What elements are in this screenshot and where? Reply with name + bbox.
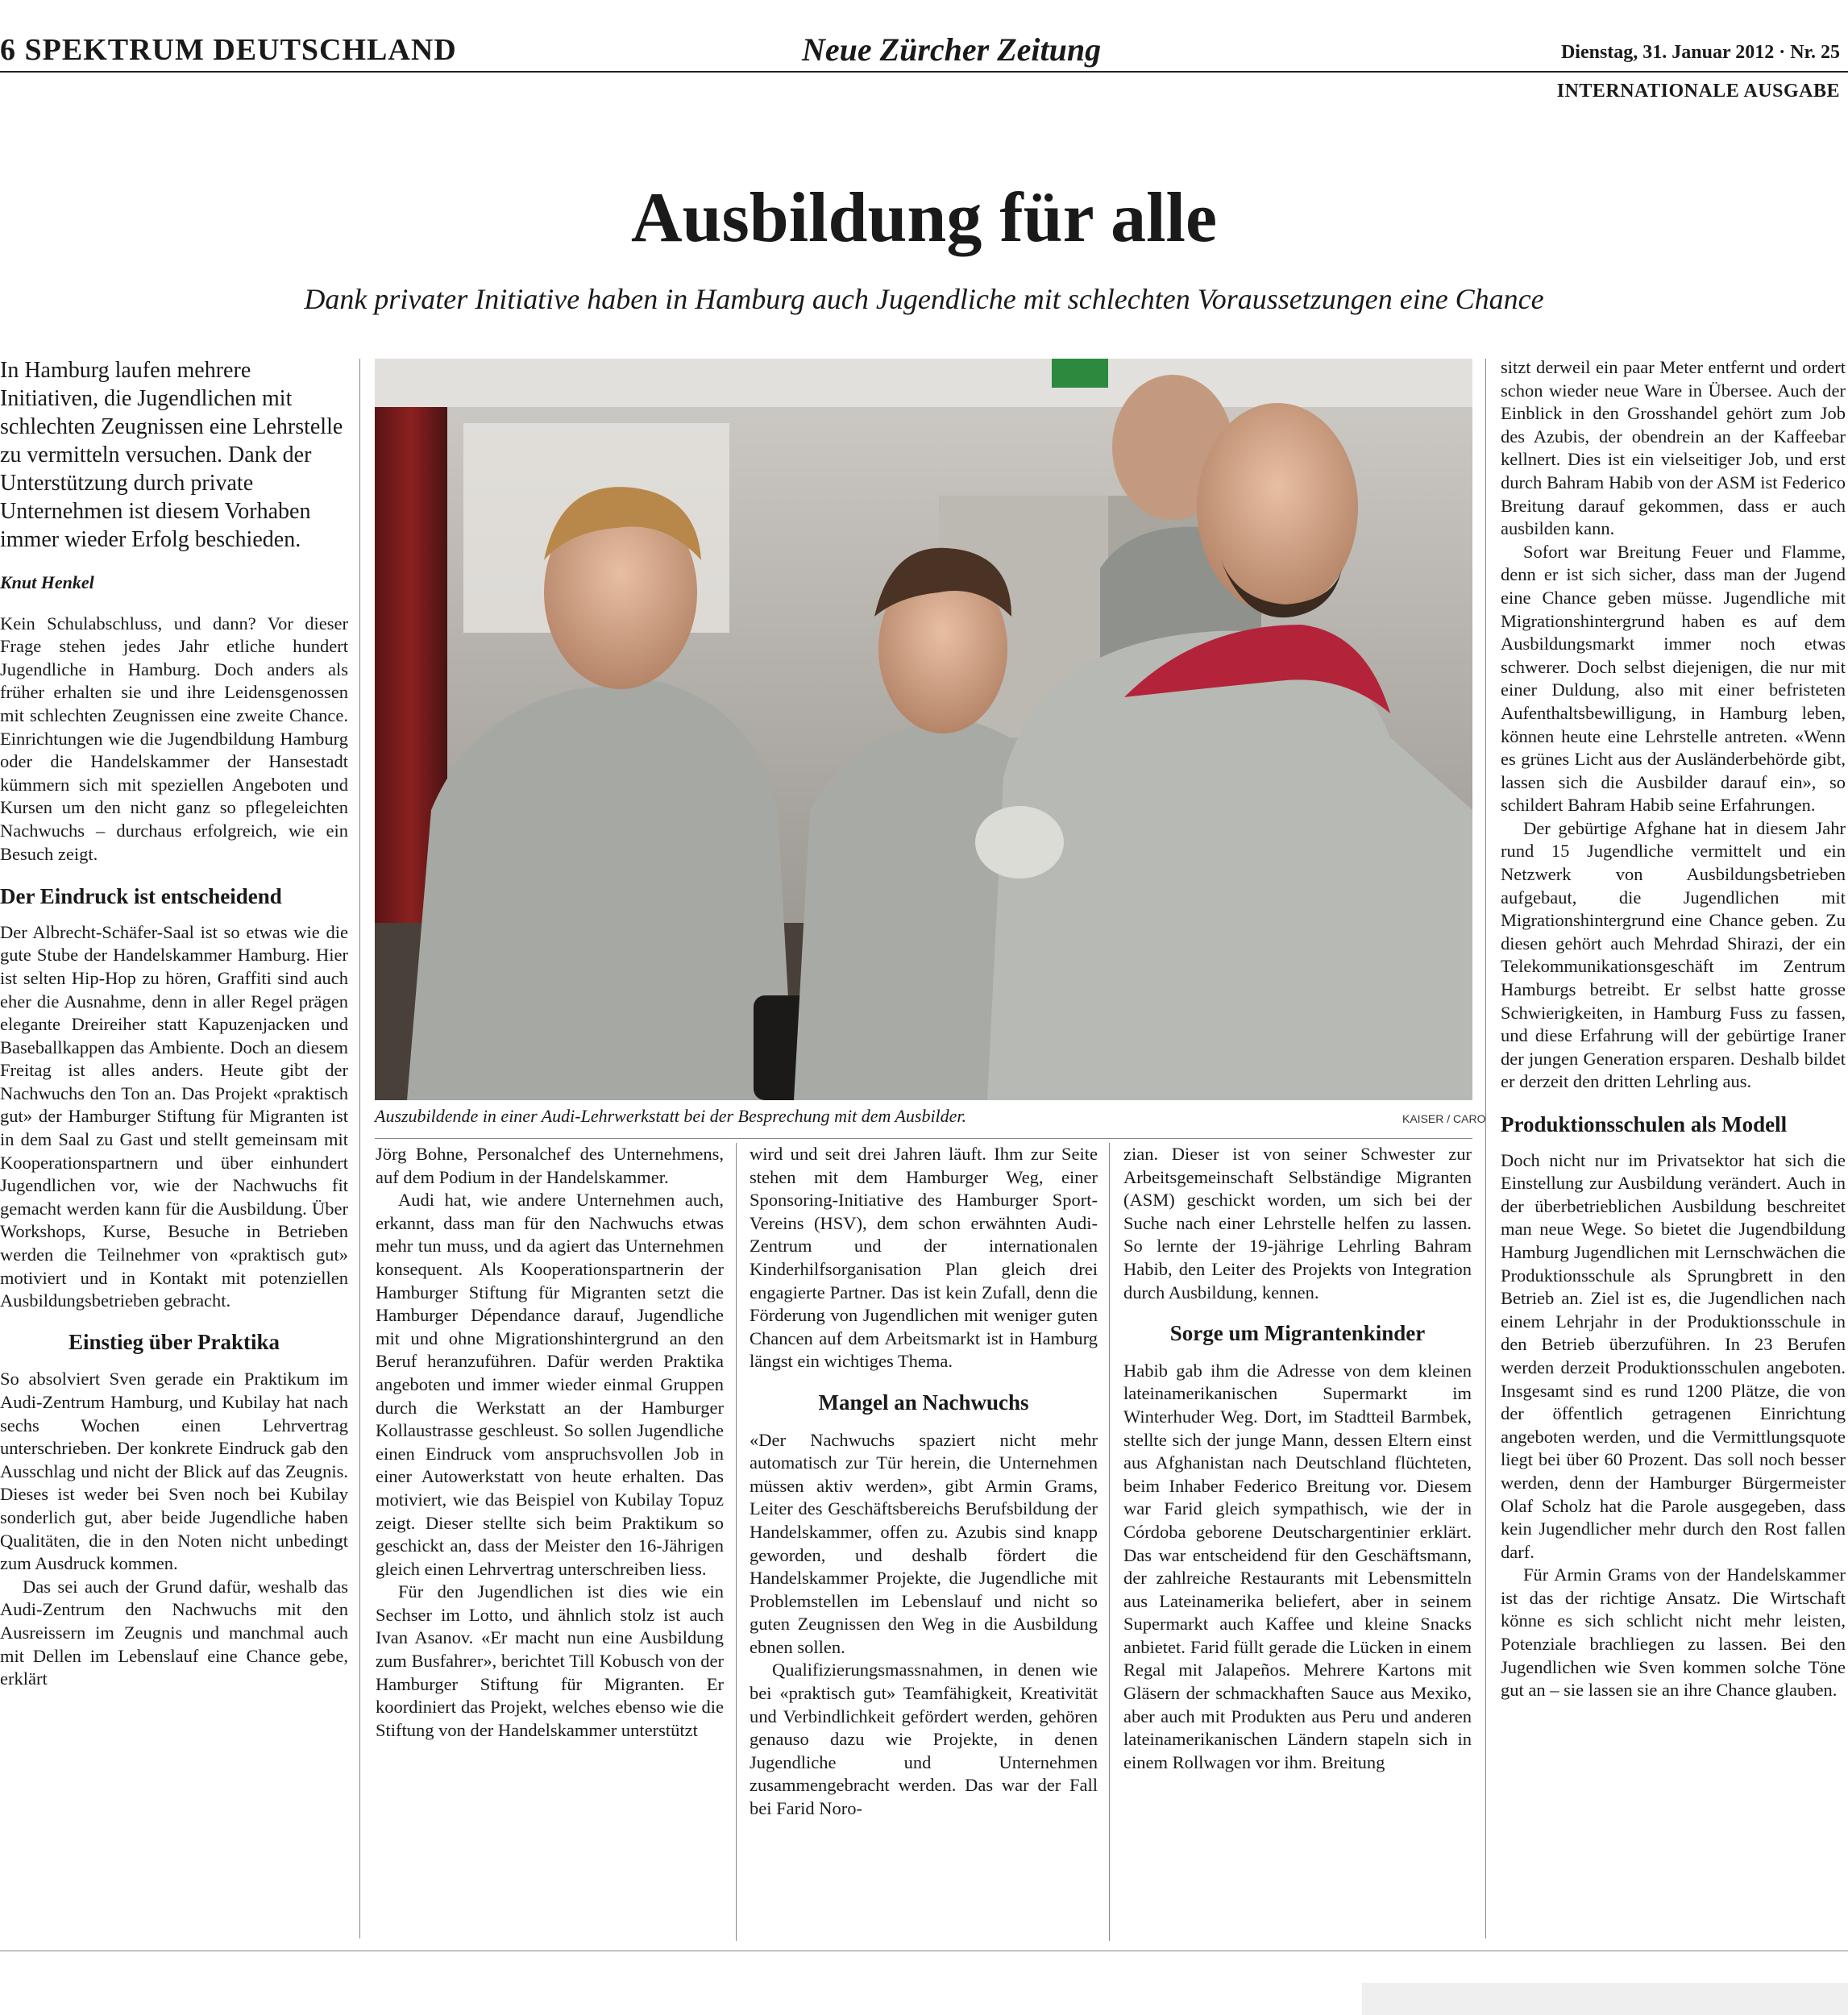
subheading: Einstieg über Praktika: [68, 1329, 280, 1354]
author-byline: Knut Henkel: [0, 572, 94, 592]
subheading: Produktionsschulen als Modell: [1501, 1112, 1788, 1136]
edition-label: INTERNATIONALE AUSGABE: [1556, 81, 1840, 102]
paragraph: Für den Jugendlichen ist dies wie ein Sechser im Lotto, und ähnlich stolz ist auch Ivan Asanov. «Er macht nun eine Ausbildung zum Busfahrer», berichtet Till Kobusch von der Hamburger Stiftung für Migranten. Er koordiniert das Projekt, welches ebenso wie die Stiftung von der Handelskammer unterstützt: [376, 1581, 724, 1740]
column-rule: [736, 1143, 737, 1941]
article-lead: In Hamburg laufen mehrere Initiativen, die Jugendlichen mit schlechten Zeugnissen eine Lehrstelle zu vermitteln versuchen. Dank der Unterstützung durch private Unternehmen ist diesem Vorhaben immer wieder Erfolg beschieden.: [0, 358, 343, 552]
exit-sign-icon: [1052, 359, 1108, 388]
column-4: [1123, 1143, 1472, 1774]
paragraph: «Der Nachwuchs spaziert nicht mehr automatisch zur Tür herein, die Unternehmen müssen aktiv werden», gibt Armin Grams, Leiter des Geschäftsbereichs Berufsbildung der Handelskammer, offen zu. Azubis sind knapp geworden, und deshalb fördert die Handelskammer Projekte, die Jugendliche mit Problemstellen im Lebenslauf und nicht so guten Zeugnissen den Weg in die Ausbildung ebnen sollen.: [750, 1429, 1098, 1657]
paragraph: sitzt derweil ein paar Meter entfernt und ordert schon wieder neue Ware in Übersee. Auch der Einblick in den Grosshandel gehört zum Job des Azubis, der obendrein an der Kaffeebar kellnert. Dies ist ein vielseitiger Job, und erst durch Bahram Habib von der ASM ist Federico Breitung darauf gekommen, dass er auch ausbilden kann.: [1501, 357, 1846, 539]
paragraph: Sofort war Breitung Feuer und Flamme, denn er ist sich sicher, dass man der Jugend eine Chance geben müsse. Jugendliche mit Migrationshintergrund haben es auf dem Ausbildungsmarkt immer noch etwas schwerer. Doch selbst diejenigen, die nur mit einer Duldung, also mit einer befristeten Aufenthaltsbewilligung, in Hamburg leben, können heute eine Lehrstelle antreten. «Wenn es grünes Licht aus der Ausländerbehörde gibt, lassen sich die Ausbilder darauf ein», so schildert Bahram Habib seine Erfahrungen.: [1501, 541, 1846, 816]
paragraph: wird und seit drei Jahren läuft. Ihm zur Seite stehen mit dem Hamburger Weg, einer Sponsoring-Initiative des Hamburger Sport-Vereins (HSV), dem schon erwähnten Audi-Zentrum und der internationalen Kinderhilfsorganisation Plan gleich drei engagierte Partner. Das ist kein Zufall, denn die Förderung von Jugendlichen mit weniger guten Chancen auf dem Arbeitsmarkt ist in Hamburg längst ein wichtiges Thema.: [750, 1144, 1098, 1372]
column-rule: [1485, 359, 1486, 1938]
subheading: Mangel an Nachwuchs: [818, 1390, 1029, 1415]
column-3: [750, 1143, 1098, 1821]
paragraph: Doch nicht nur im Privatsektor hat sich die Einstellung zur Ausbildung verändert. Auch in der überbetrieblichen Ausbildung beschreitet man neue Wege. So bietet die Jugendbildung Hamburg Jugendlichen mit Lernschwächen die Produktionsschule als Sprungbrett in den Betrieb an. Ziel ist es, die Jugendlichen nach einem Lehrjahr in der Produktionsschule in den Betrieb überzuführen. In 23 Berufen werden derzeit Produktionsschulen angeboten. Insgesamt sind es rund 1200 Plätze, die von der öffentlich getragenen Einrichtung angeboten werden, und die Vermittlungsquote liegt bei über 60 Prozent. Das soll noch besser werden, denn der Hamburger Bürgermeister Olaf Scholz hat die Parole ausgegeben, dass kein Jugendlicher mehr durch den Rost fallen darf.: [1501, 1149, 1846, 1562]
article-headline: Ausbildung für alle: [630, 179, 1218, 257]
photo-bottom-rule: [375, 1138, 1472, 1139]
paragraph: Habib gab ihm die Adresse von dem kleinen lateinamerikanischen Supermarkt im Winterhuder Weg. Dort, im Stadtteil Barmbek, stellte sich der junge Mann, dessen Eltern einst aus Afghanistan nach Deutschland flüchteten, beim Inhaber Federico Breitung vor. Diesem war Farid gleich sympathisch, wie der in Córdoba geborene Deutschargentinier erklärt. Das war entscheidend für den Geschäftsmann, der zahlreiche Restaurants mit Lebensmitteln aus Lateinamerika beliefert, aber in seinem Supermarkt auch Kaffee und kleine Snacks anbietet. Farid füllt gerade die Lücken in einem Regal mit Jalapeños. Mehrere Kartons mit Gläsern der schmackhaften Sauce aus Mexiko, aber auch mit Produkten aus Peru und anderen lateinamerikanischen Ländern stapeln sich in einem Rollwagen vor ihm. Breitung: [1123, 1360, 1472, 1772]
workshop-photo-illustration: [375, 359, 1472, 1100]
column-1: [0, 356, 348, 1691]
subheading: Sorge um Migrantenkinder: [1169, 1321, 1426, 1346]
masthead-logo: Neue Zürcher Zeitung: [802, 31, 1102, 68]
paragraph: Kein Schulabschluss, und dann? Vor dieser Frage stehen jedes Jahr etliche hundert Jugendliche in Hamburg. Doch anders als früher erhalten sie und ihre Leidensgenossen mit schlechten Zeugnissen eine zweite Chance. Einrichtungen wie die Jugendbildung Hamburg oder die Handelskammer der Hansestadt kümmern sich mit speziellen Angeboten und Kursen um den nicht ganz so pflegeleichten Nachwuchs – durchaus erfolgreich, wie ein Besuch zeigt.: [0, 613, 348, 864]
paragraph: Jörg Bohne, Personalchef des Unternehmens, auf dem Podium in der Handelskammer.: [376, 1144, 724, 1187]
footer-gray-box: [1362, 1983, 1848, 2015]
date-issue: Dienstag, 31. Januar 2012 · Nr. 25: [1560, 42, 1840, 63]
photo-caption: Auszubildende in einer Audi-Lehrwerkstatt bei der Besprechung mit dem Ausbilder.: [375, 1106, 967, 1126]
paragraph: Qualifizierungsmassnahmen, in denen wie bei «praktisch gut» Teamfähigkeit, Kreativität und Verbindlichkeit gefördert werden, gehören genauso dazu wie Projekte, in denen Jugendliche und Unternehmen zusammengebracht werden. Das war der Fall bei Farid Noro-: [750, 1660, 1098, 1819]
paragraph: Der Albrecht-Schäfer-Saal ist so etwas wie die gute Stube der Handelskammer Hamburg. Hier ist selten Hip-Hop zu hören, Graffiti sind auch eher die Ausnahme, denn in aller Regel prägen elegante Dreireiher statt Kapuzenjacken und Baseballkappen das Ambiente. Doch an diesem Freitag ist alles anders. Heute gibt der Nachwuchs den Ton an. Das Projekt «praktisch gut» der Hamburger Stiftung für Migranten ist in dem Saal zu Gast und stellt gemeinsam mit Kooperationspartnern und über einhundert Jugendlichen vor, wie der Nachwuchs fit gemacht werden kann für die Ausbildung. Über Workshops, Kurse, Besuche in Betrieben werden die Teilnehmer von «praktisch gut» motiviert und in Kontakt mit potenziellen Ausbildungsbetrieben gebracht.: [0, 921, 348, 1311]
paragraph: So absolviert Sven gerade ein Praktikum im Audi-Zentrum Hamburg, und Kubilay hat nach sechs Wochen einen Lehrvertrag unterschrieben. Der konkrete Eindruck gab den Ausschlag und nicht der Blick auf das Zeugnis. Dieses ist weder bei Sven noch bei Kubilay sonderlich gut, aber beide Jugendliche haben Qualitäten, die in den Noten nicht unbedingt zum Ausdruck kommen.: [0, 1369, 348, 1574]
page-section-label: 6 SPEKTRUM DEUTSCHLAND: [0, 33, 457, 67]
header-rule: [0, 71, 1848, 73]
paragraph: Für Armin Grams von der Handelskammer ist das der richtige Ansatz. Die Wirtschaft könne es sich schlicht nicht mehr leisten, Potenziale brachliegen zu lassen. Bei den Jugendlichen wie Sven kommen solche Töne gut an – sie lassen sie an ihre Chance glauben.: [1501, 1564, 1846, 1701]
paragraph: Audi hat, wie andere Unternehmen auch, erkannt, dass man für den Nachwuchs etwas mehr tun muss, und da agiert das Unternehmen konsequent. Als Kooperationspartnerin der Hamburger Stiftung für Migranten setzt die Hamburger Dépendance darauf, Jugendliche mit und ohne Migrationshintergrund an den Beruf heranzuführen. Dafür werden Praktika angeboten und immer wieder einmal Gruppen durch die Werkstatt an der Hamburger Kollaustrasse geschleust. So sollen Jugendliche einen Eindruck vom anspruchsvollen Job in einer Autowerkstatt von heute erhalten. Das motiviert, wie das Beispiel von Kubilay Topuz zeigt. Dieser stellte sich beim Praktikum so geschickt an, dass der Meister den 16-Jährigen gleich einen Lehrvertrag unterschreiben liess.: [376, 1190, 724, 1579]
paragraph: zian. Dieser ist von seiner Schwester zur Arbeitsgemeinschaft Selbständige Migranten (ASM) geschickt worden, um sich bei der Suche nach einer Lehrstelle helfen zu lassen. So lernte der 19-jährige Lehrling Bahram Habib, den Leiter des Projekts von Integration durch Ausbildung, kennen.: [1123, 1144, 1472, 1302]
column-2: [376, 1143, 724, 1742]
column-5: [1501, 356, 1846, 1702]
photo-credit: KAISER / CARO: [1402, 1112, 1486, 1125]
paragraph: Der gebürtige Afghane hat in diesem Jahr rund 15 Jugendliche vermittelt und ein Netzwerk von Ausbildungsbetrieben aufgebaut, die Jugendlichen mit Migrationshintergrund eine Chance geben. Zu diesen gehört auch Mehrdad Shirazi, der ein Telekommunikationsgeschäft im Zentrum Hamburgs betreibt. Er selbst hatte grosse Schwierigkeiten, in Hamburg Fuss zu fassen, und diese Erfahrung will der gebürtige Iraner der jungen Generation ersparen. Deshalb bildet er derzeit den dritten Lehrling aus.: [1501, 817, 1846, 1092]
subheading: Der Eindruck ist entscheidend: [0, 884, 282, 909]
article-subheadline: Dank privater Initiative haben in Hamburg auch Jugendliche mit schlechten Voraussetzungen eine Chance: [304, 283, 1544, 315]
column-rule: [1109, 1143, 1110, 1941]
column-rule: [359, 359, 360, 1938]
paragraph: Das sei auch der Grund dafür, weshalb das Audi-Zentrum den Nachwuchs mit den Ausreissern im Zeugnis und manchmal auch mit Dellen im Lebenslauf eine Chance gebe, erklärt: [0, 1576, 348, 1689]
article-photo: [375, 359, 1472, 1100]
